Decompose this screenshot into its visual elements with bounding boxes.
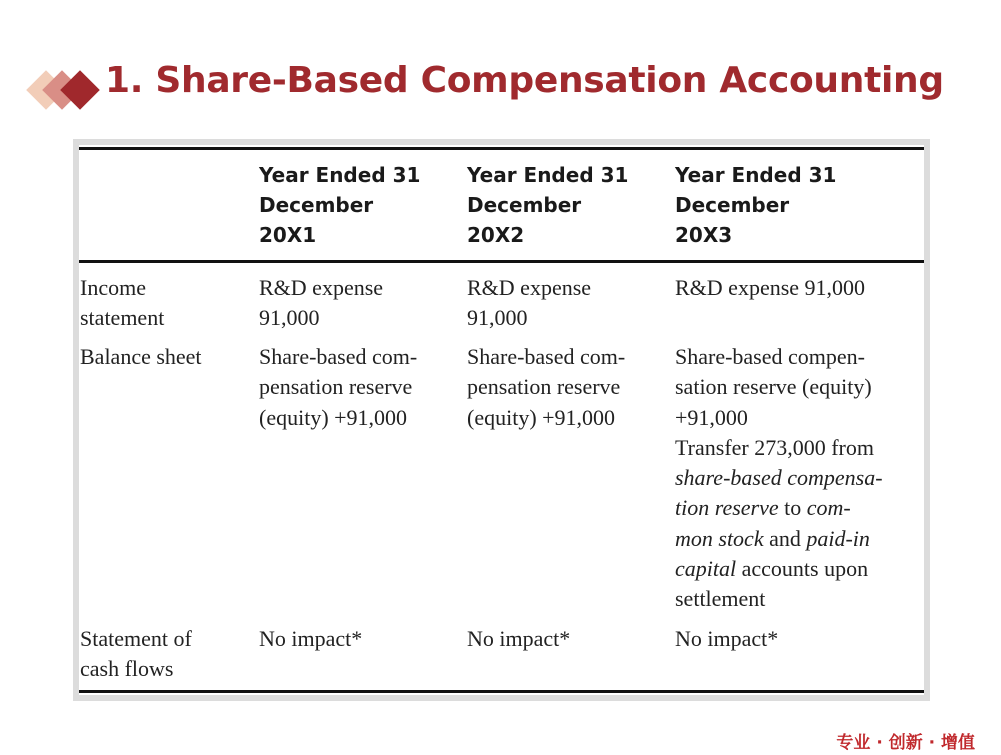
header-20x1-line3: 20X1 (259, 223, 317, 247)
cell-line: Share-based compen- (675, 344, 865, 369)
cell-line (675, 463, 883, 493)
label-line: cash flows (80, 656, 174, 682)
cell-line: R&D expense (467, 275, 592, 300)
cell-cashflow-20x1: No impact* (259, 626, 363, 651)
cell-income-20x3 (675, 273, 865, 303)
cell-line: 91,000 (259, 305, 320, 331)
header-20x1-line2: December (259, 193, 374, 217)
header-20x3 (675, 160, 836, 250)
header-20x2-line3: 20X2 (467, 223, 525, 247)
cell-line: pensation reserve (259, 374, 413, 400)
italic-term: mon stock (675, 525, 764, 551)
header-20x3-line2: December (675, 193, 790, 217)
diamond-bullet-icon (22, 64, 102, 116)
header-20x2-line1: Year Ended 31 (467, 163, 629, 187)
cell-cashflow-20x3: No impact* (675, 626, 779, 651)
cell-text: and (763, 525, 807, 551)
header-20x1 (259, 160, 420, 250)
cell-line: 91,000 (467, 305, 528, 331)
header-20x2-line2: December (467, 193, 582, 217)
cell-line (675, 524, 883, 554)
cell-income-20x2 (467, 273, 591, 334)
cell-text: to (778, 495, 807, 521)
header-20x3-line1: Year Ended 31 (675, 163, 837, 187)
header-20x2 (467, 160, 628, 250)
cell-line: sation reserve (equity) (675, 374, 872, 400)
label-line: statement (80, 305, 165, 331)
table-top-rule (79, 147, 924, 150)
cell-line: Share-based com- (467, 344, 626, 369)
cell-line: (equity) +91,000 (259, 404, 408, 430)
footer-slogan: 专业 · 创新 · 增值 (836, 733, 975, 753)
label-line: Balance sheet (80, 344, 202, 369)
row-label-balance-sheet (80, 342, 202, 372)
cell-balance-20x2 (467, 342, 625, 433)
cell-cashflow-20x2: No impact* (467, 626, 571, 651)
header-20x1-line1: Year Ended 31 (259, 163, 421, 187)
header-20x3-line3: 20X3 (675, 223, 733, 247)
italic-term: tion reserve (675, 495, 779, 521)
cell-line: Transfer 273,000 from (675, 434, 874, 460)
label-line: Income (80, 275, 146, 300)
cell-balance-20x3 (675, 342, 883, 615)
slide-title: 1. Share-Based Compensation Accounting (105, 60, 944, 101)
cell-line (675, 493, 883, 523)
row-label-income-statement (80, 273, 164, 334)
label-line: Statement of (80, 626, 192, 651)
cell-text: accounts upon (736, 556, 869, 582)
italic-term: paid-in (806, 525, 870, 551)
cell-line: R&D expense 91,000 (675, 275, 866, 300)
cell-line: R&D expense (259, 275, 384, 300)
italic-term: capital (675, 556, 737, 582)
accounting-table (79, 145, 924, 695)
table-header-rule (79, 260, 924, 263)
cell-line: Share-based com- (259, 344, 418, 369)
table-frame (73, 139, 930, 701)
cell-line (675, 554, 883, 584)
italic-term: share-based compensa- (675, 465, 883, 491)
cell-line: +91,000 (675, 404, 748, 430)
cell-line: settlement (675, 586, 766, 612)
table-bottom-rule (79, 690, 924, 693)
cell-income-20x1 (259, 273, 383, 334)
cell-line: pensation reserve (467, 374, 621, 400)
italic-term: com- (806, 495, 851, 521)
cell-line: (equity) +91,000 (467, 404, 616, 430)
row-label-cash-flows (80, 624, 192, 685)
cell-balance-20x1 (259, 342, 417, 433)
title-row (22, 58, 982, 118)
